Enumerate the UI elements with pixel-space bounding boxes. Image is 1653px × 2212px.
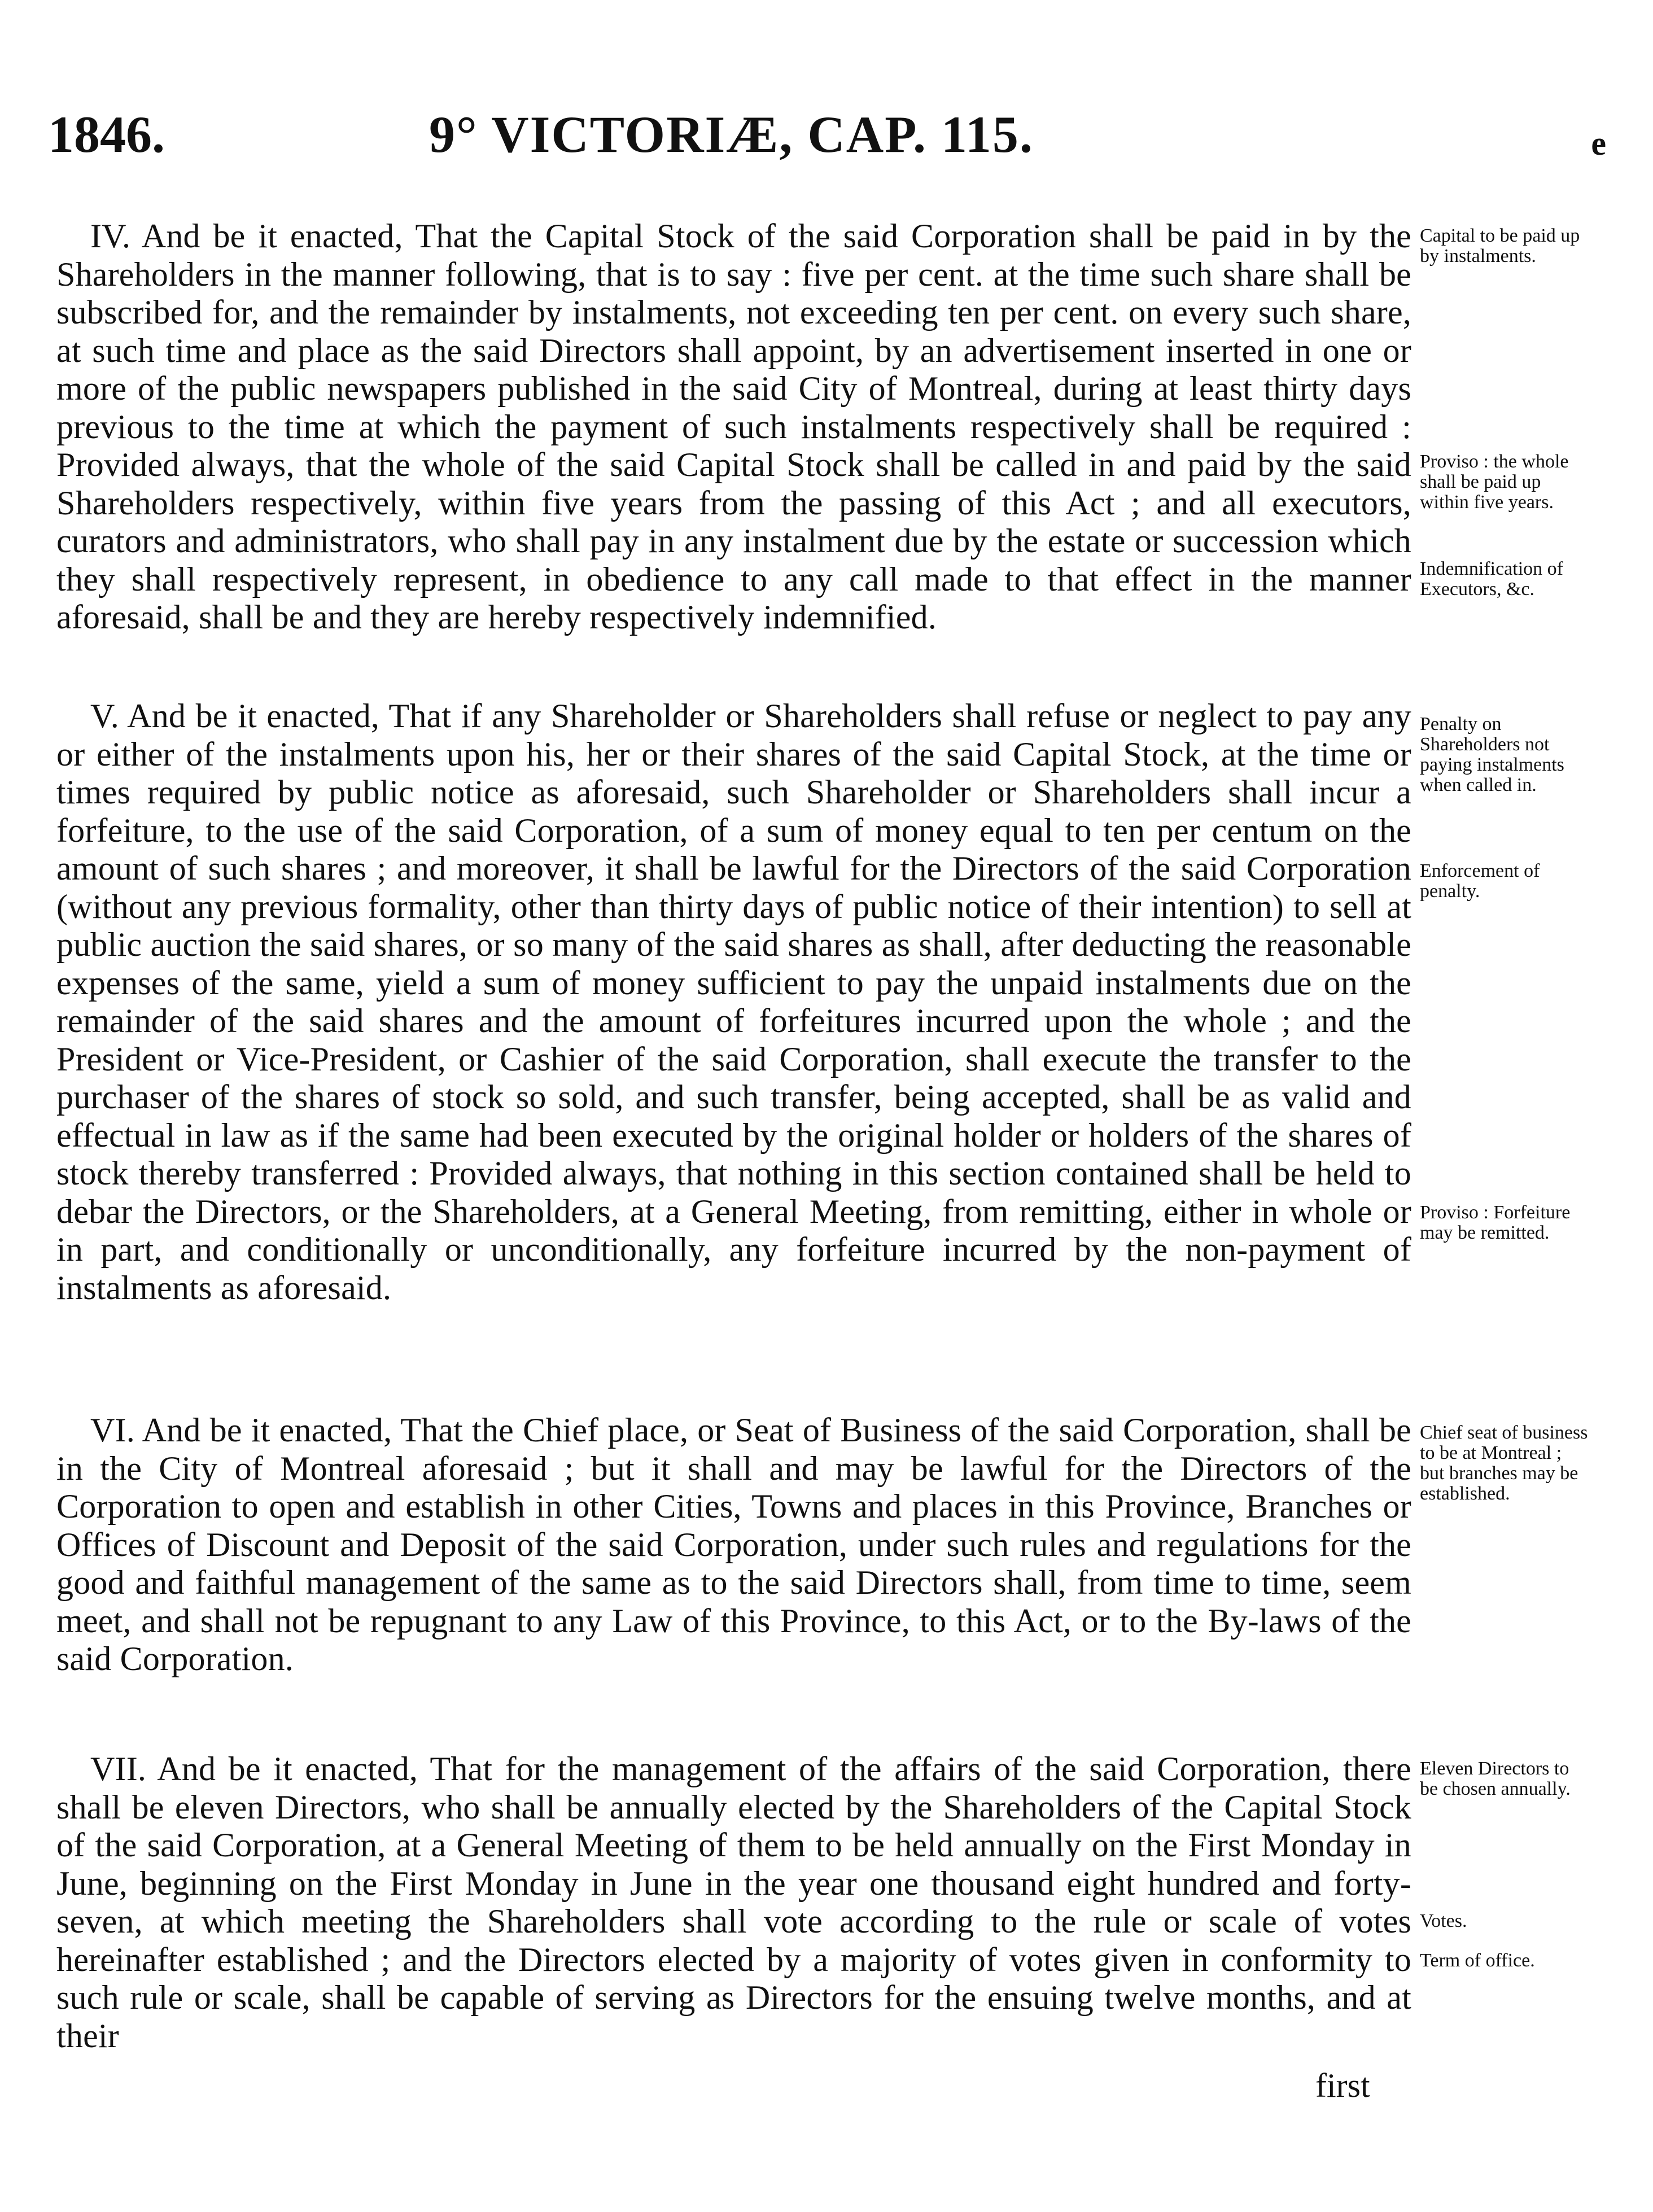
- marginal-note-penalty-shareholders: Penalty on Shareholders not paying instalments when called in.: [1420, 714, 1564, 795]
- section-iv-paragraph: [56, 217, 1411, 637]
- section-iv-number: IV.: [90, 217, 131, 255]
- section-v-number: V.: [90, 697, 119, 735]
- section-vii-number: VII.: [90, 1750, 147, 1787]
- section-vi-number: VI.: [90, 1411, 135, 1449]
- section-vii: [56, 1750, 1411, 2055]
- section-iv: [56, 217, 1411, 637]
- section-v-paragraph: [56, 697, 1411, 1307]
- section-vi-text: And be it enacted, That the Chief place, or Seat of Business of the said Corporation, shall be in the City of Montreal aforesaid ; but it shall and may be lawful for the Directors of the Corporation to open and establish in other Cities, Towns and places in this Province, Branches or Offices of Discount and Deposit of the said Corporation, under such rules and regulations for the good and faithful management of the same as to the said Directors shall, from time to time, seem meet, and shall not be repugnant to any Law of this Province, to this Act, or to the By-laws of the said Corporation.: [56, 1411, 1411, 1677]
- section-vii-paragraph: [56, 1750, 1411, 2055]
- marginal-note-forfeiture-remitted: Proviso : Forfeiture may be remitted.: [1420, 1202, 1571, 1243]
- section-v: [56, 697, 1411, 1307]
- page-header: [48, 104, 1606, 189]
- section-vi-paragraph: [56, 1411, 1411, 1678]
- marginal-note-proviso-five-years: Proviso : the whole shall be paid up within five years.: [1420, 451, 1569, 513]
- section-vi: [56, 1411, 1411, 1678]
- marginal-note-eleven-directors: Eleven Directors to be chosen annually.: [1420, 1758, 1571, 1799]
- section-v-text: And be it enacted, That if any Shareholder or Shareholders shall refuse or neglect to pay any or either of the instalments upon his, her or their shares of the said Capital Stock, at the time or times required by public notice as aforesaid, such Shareholder or Shareholders shall incur a forfeiture, to the use of the said Corporation, of a sum of money equal to ten per centum on the amount of such shares ; and moreover, it shall be lawful for the Directors of the said Corporation (without any previous formality, other than thirty days of public notice of their intention) to sell at public auction the said shares, or so many of the said shares as shall, after deducting the reasonable expenses of the same, yield a sum of money sufficient to pay the unpaid instalments due on the remainder of the said shares and the amount of forfeitures incurred upon the whole ; and the President or Vice-President, or Cashier of the said Corporation, shall execute the transfer to the purchaser of the shares of stock so sold, and such transfer, being accepted, shall be as valid and effectual in law as if the same had been executed by the original holder or holders of the shares of stock thereby transferred : Provided always, that nothing in this section contained shall be held to debar the Directors, or the Shareholders, at a General Meeting, from remitting, either in whole or in part, and conditionally or unconditionally, any forfeiture incurred by the non-payment of instalments as aforesaid.: [56, 697, 1411, 1306]
- marginal-note-term-of-office: Term of office.: [1420, 1950, 1535, 1971]
- marginal-note-enforcement: Enforcement of penalty.: [1420, 860, 1540, 902]
- section-vii-text: And be it enacted, That for the management of the affairs of the said Corporation, there shall be eleven Directors, who shall be annually elected by the Shareholders of the Capital Stock of the said Corporation, at a General Meeting of them to be held annually on the First Monday in June, beginning on the First Monday in June in the year one thousand eight hundred and forty-seven, at which meeting the Shareholders shall vote according to the rule or scale of votes hereinafter established ; and the Directors elected by a majority of votes given in conformity to such rule or scale, shall be capable of serving as Directors for the ensuing twelve months, and at their: [56, 1750, 1411, 2054]
- catchword: first: [1315, 2067, 1370, 2104]
- marginal-note-indemnification: Indemnification of Executors, &c.: [1420, 558, 1563, 600]
- section-iv-text: And be it enacted, That the Capital Stock of the said Corporation shall be paid in by the Shareholders in the manner following, that is to say : five per cent. at the time such share shall be subscribed for, and the remainder by instalments, not exceeding ten per cent. on every such share, at such time and place as the said Directors shall appoint, by an advertisement inserted in one or more of the public newspapers published in the said City of Montreal, during at least thirty days previous to the time at which the payment of such instalments respectively shall be required : Provided always, that the whole of the said Capital Stock shall be called in and paid by the said Shareholders respectively, within five years from the passing of this Act ; and all executors, curators and administrators, who shall pay in any instalment due by the estate or succession which they shall respectively represent, in obedience to any call made to that effect in the manner aforesaid, shall be and they are hereby respectively indemnified.: [56, 217, 1412, 636]
- marginal-note-capital-instalments: Capital to be paid up by instalments.: [1420, 225, 1580, 266]
- header-page-mark: e: [1591, 125, 1606, 162]
- marginal-note-chief-seat: Chief seat of business to be at Montreal ; but branches may be established.: [1420, 1422, 1588, 1504]
- header-year: 1846.: [48, 106, 165, 163]
- marginal-note-votes: Votes.: [1420, 1911, 1467, 1931]
- header-title: 9° VICTORIÆ, CAP. 115.: [429, 106, 1034, 163]
